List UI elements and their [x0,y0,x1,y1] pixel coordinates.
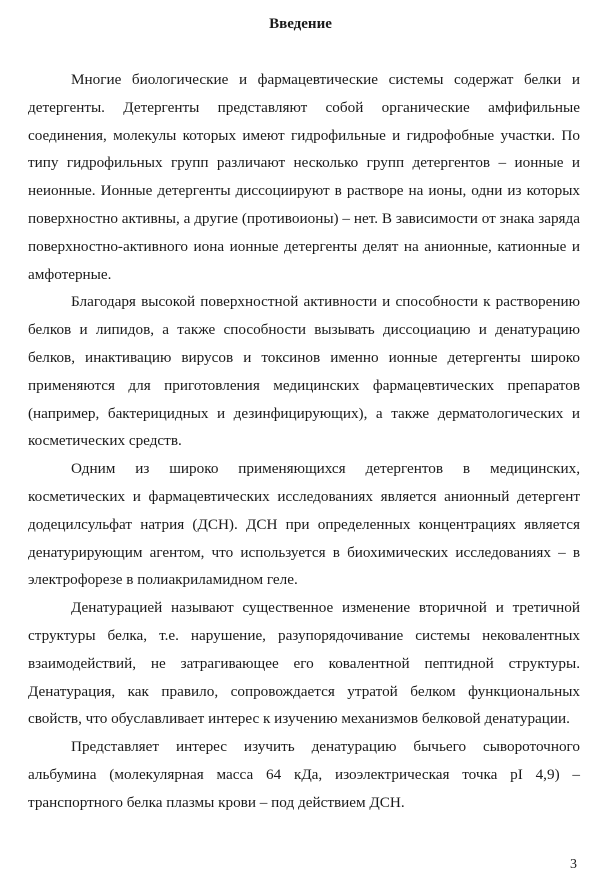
paragraph-1: Многие биологические и фармацевтические системы содержат белки и детергенты. Детергенты представляют собой органические амфифильные соединения, молекулы которых имеют гидрофильные и гидрофобные участки. По типу гидрофильных групп различают несколько групп детергентов – ионные и неионные. Ионные детергенты диссоциируют в растворе на ионы, одни из которых поверхностно активны, а другие (противоионы) – нет. В зависимости от знака заряда поверхностно-активного иона ионные детергенты делят на анионные, катионные и амфотерные. [28,71,580,283]
paragraph-2: Благодаря высокой поверхностной активности и способности к растворению белков и липидов, а также способности вызывать диссоциацию и денатурацию белков, инактивацию вирусов и токсинов именно ионные детергенты широко применяются для приготовления медицинских фармацевтических препаратов (например, бактерицидных и дезинфицирующих), а также дерматологических и косметических средств. [28,293,580,450]
paragraph-5: Представляет интерес изучить денатурацию бычьего сывороточного альбумина (молекулярная масса 64 кДа, изоэлектрическая точка pI 4,9) – транспортного белка плазмы крови – под действием ДСН. [28,738,580,811]
page-number: 3 [570,857,577,872]
page-title: Введение [269,16,332,32]
document-body [28,66,580,817]
paragraph-3: Одним из широко применяющихся детергентов в медицинских, косметических и фармацевтических исследованиях является анионный детергент додецилсульфат натрия (ДСН). ДСН при определенных концентрациях является денатурирующим агентом, что используется в биохимических исследованиях – в электрофорезе в полиакриламидном геле. [28,460,580,589]
paragraph-4: Денатурацией называют существенное изменение вторичной и третичной структуры белка, т.е. нарушение, разупорядочивание системы нековалентных взаимодействий, не затрагивающее его ковалентной пептидной структуры. Денатурация, как правило, сопровождается утратой белком функциональных свойств, что обуславливает интерес к изучению механизмов белковой денатурации. [28,599,580,728]
